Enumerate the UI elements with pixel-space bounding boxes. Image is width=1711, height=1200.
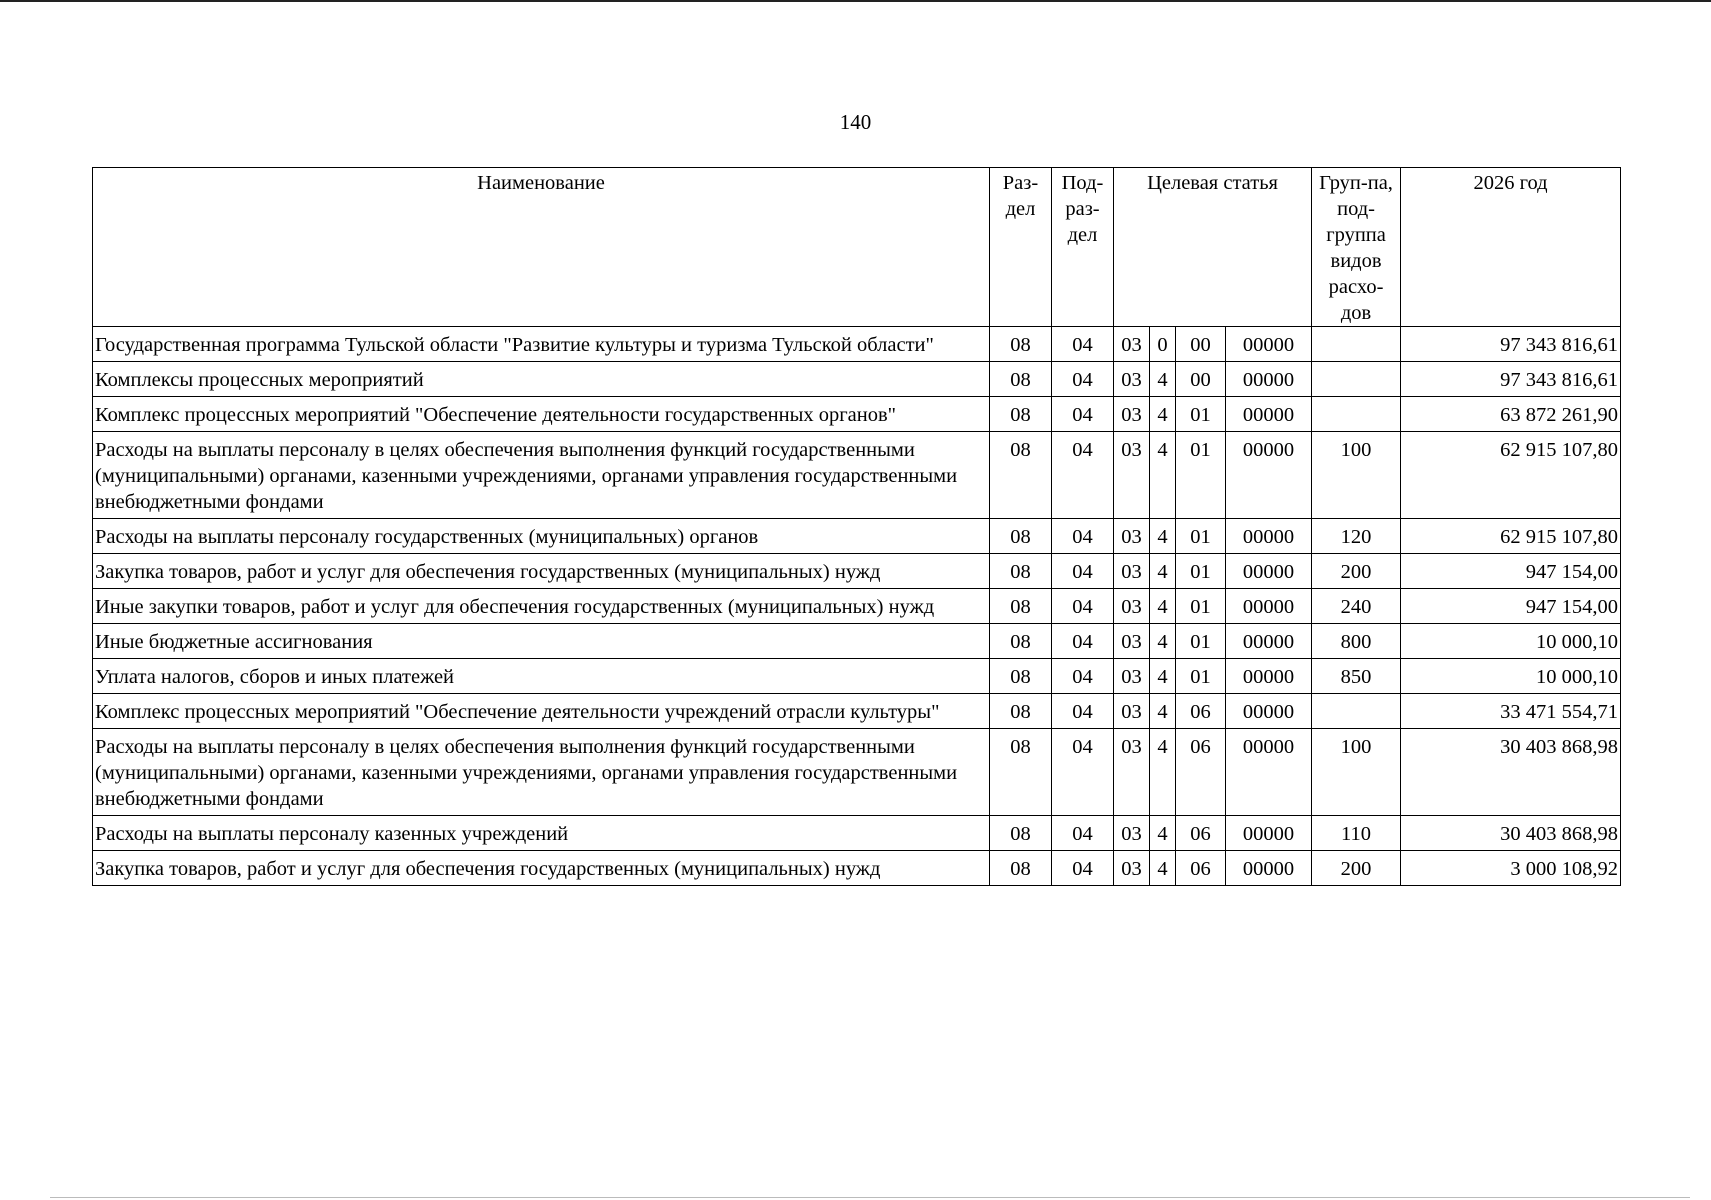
cell-target-type: 4 — [1150, 519, 1176, 554]
cell-podrazdel: 04 — [1052, 851, 1114, 886]
cell-target-program: 03 — [1114, 519, 1150, 554]
cell-podrazdel: 04 — [1052, 816, 1114, 851]
cell-target-direction: 00000 — [1226, 851, 1312, 886]
table-row — [93, 659, 1621, 694]
cell-expense-group: 120 — [1312, 519, 1401, 554]
cell-target-direction: 00000 — [1226, 519, 1312, 554]
cell-expense-group: 110 — [1312, 816, 1401, 851]
table-row — [93, 432, 1621, 519]
cell-amount: 97 343 816,61 — [1401, 327, 1621, 362]
cell-target-direction: 00000 — [1226, 624, 1312, 659]
cell-target-direction: 00000 — [1226, 554, 1312, 589]
top-scan-rule — [0, 0, 1711, 2]
table-row — [93, 624, 1621, 659]
cell-target-structure: 01 — [1176, 397, 1226, 432]
cell-name: Комплекс процессных мероприятий "Обеспечение деятельности учреждений отрасли культуры" — [93, 694, 990, 729]
cell-amount: 30 403 868,98 — [1401, 816, 1621, 851]
cell-amount: 63 872 261,90 — [1401, 397, 1621, 432]
cell-target-program: 03 — [1114, 694, 1150, 729]
cell-expense-group — [1312, 694, 1401, 729]
cell-expense-group: 200 — [1312, 554, 1401, 589]
table-row — [93, 851, 1621, 886]
cell-expense-group: 850 — [1312, 659, 1401, 694]
cell-amount: 33 471 554,71 — [1401, 694, 1621, 729]
cell-name: Расходы на выплаты персоналу государственных (муниципальных) органов — [93, 519, 990, 554]
cell-amount: 947 154,00 — [1401, 554, 1621, 589]
cell-target-type: 4 — [1150, 554, 1176, 589]
cell-name: Закупка товаров, работ и услуг для обеспечения государственных (муниципальных) нужд — [93, 554, 990, 589]
table-row — [93, 589, 1621, 624]
cell-razdel: 08 — [990, 589, 1052, 624]
cell-target-direction: 00000 — [1226, 327, 1312, 362]
cell-razdel: 08 — [990, 729, 1052, 816]
table-body — [93, 327, 1621, 886]
cell-podrazdel: 04 — [1052, 729, 1114, 816]
table-row — [93, 694, 1621, 729]
cell-podrazdel: 04 — [1052, 432, 1114, 519]
cell-podrazdel: 04 — [1052, 554, 1114, 589]
cell-target-direction: 00000 — [1226, 432, 1312, 519]
cell-target-structure: 00 — [1176, 362, 1226, 397]
table-row — [93, 327, 1621, 362]
cell-podrazdel: 04 — [1052, 362, 1114, 397]
cell-expense-group: 240 — [1312, 589, 1401, 624]
cell-razdel: 08 — [990, 694, 1052, 729]
cell-target-direction: 00000 — [1226, 362, 1312, 397]
cell-podrazdel: 04 — [1052, 589, 1114, 624]
cell-expense-group: 100 — [1312, 432, 1401, 519]
cell-podrazdel: 04 — [1052, 659, 1114, 694]
cell-expense-group — [1312, 362, 1401, 397]
table-header-row — [93, 168, 1621, 327]
cell-name: Уплата налогов, сборов и иных платежей — [93, 659, 990, 694]
cell-target-program: 03 — [1114, 851, 1150, 886]
cell-name: Иные бюджетные ассигнования — [93, 624, 990, 659]
cell-target-direction: 00000 — [1226, 694, 1312, 729]
cell-podrazdel: 04 — [1052, 519, 1114, 554]
cell-razdel: 08 — [990, 327, 1052, 362]
cell-target-structure: 01 — [1176, 589, 1226, 624]
table-row — [93, 816, 1621, 851]
cell-target-structure: 01 — [1176, 432, 1226, 519]
cell-target-program: 03 — [1114, 397, 1150, 432]
cell-target-structure: 01 — [1176, 624, 1226, 659]
cell-target-type: 4 — [1150, 397, 1176, 432]
cell-razdel: 08 — [990, 397, 1052, 432]
cell-target-program: 03 — [1114, 729, 1150, 816]
cell-razdel: 08 — [990, 816, 1052, 851]
cell-expense-group — [1312, 327, 1401, 362]
cell-amount: 947 154,00 — [1401, 589, 1621, 624]
cell-target-structure: 06 — [1176, 816, 1226, 851]
cell-podrazdel: 04 — [1052, 624, 1114, 659]
cell-name: Комплексы процессных мероприятий — [93, 362, 990, 397]
cell-target-structure: 00 — [1176, 327, 1226, 362]
cell-target-program: 03 — [1114, 659, 1150, 694]
cell-expense-group: 800 — [1312, 624, 1401, 659]
table-row — [93, 397, 1621, 432]
cell-target-program: 03 — [1114, 432, 1150, 519]
cell-amount: 62 915 107,80 — [1401, 432, 1621, 519]
cell-target-type: 4 — [1150, 851, 1176, 886]
cell-target-direction: 00000 — [1226, 729, 1312, 816]
header-podrazdel: Под-раз-дел — [1052, 168, 1114, 327]
cell-target-type: 4 — [1150, 589, 1176, 624]
cell-podrazdel: 04 — [1052, 327, 1114, 362]
bottom-scan-rule — [50, 1197, 1690, 1198]
cell-target-direction: 00000 — [1226, 397, 1312, 432]
cell-amount: 10 000,10 — [1401, 624, 1621, 659]
cell-target-type: 4 — [1150, 362, 1176, 397]
table-row — [93, 554, 1621, 589]
cell-name: Расходы на выплаты персоналу в целях обеспечения выполнения функций государственными (муниципальными) органами, казенными учреждениями, органами управления государственными внебюджетными фондами — [93, 432, 990, 519]
cell-amount: 62 915 107,80 — [1401, 519, 1621, 554]
budget-table — [92, 167, 1621, 886]
cell-podrazdel: 04 — [1052, 694, 1114, 729]
cell-expense-group: 100 — [1312, 729, 1401, 816]
cell-name: Закупка товаров, работ и услуг для обеспечения государственных (муниципальных) нужд — [93, 851, 990, 886]
cell-razdel: 08 — [990, 624, 1052, 659]
cell-razdel: 08 — [990, 659, 1052, 694]
cell-name: Иные закупки товаров, работ и услуг для обеспечения государственных (муниципальных) нужд — [93, 589, 990, 624]
cell-target-direction: 00000 — [1226, 659, 1312, 694]
cell-razdel: 08 — [990, 432, 1052, 519]
cell-amount: 30 403 868,98 — [1401, 729, 1621, 816]
table-row — [93, 729, 1621, 816]
cell-razdel: 08 — [990, 362, 1052, 397]
cell-target-program: 03 — [1114, 589, 1150, 624]
cell-target-structure: 01 — [1176, 519, 1226, 554]
cell-target-direction: 00000 — [1226, 816, 1312, 851]
table-row — [93, 362, 1621, 397]
header-name: Наименование — [93, 168, 990, 327]
cell-amount: 3 000 108,92 — [1401, 851, 1621, 886]
cell-razdel: 08 — [990, 554, 1052, 589]
cell-razdel: 08 — [990, 851, 1052, 886]
cell-target-structure: 01 — [1176, 659, 1226, 694]
cell-target-structure: 01 — [1176, 554, 1226, 589]
header-target-article: Целевая статья — [1114, 168, 1312, 327]
cell-target-program: 03 — [1114, 327, 1150, 362]
cell-expense-group — [1312, 397, 1401, 432]
cell-amount: 10 000,10 — [1401, 659, 1621, 694]
header-expense-group: Груп-па, под-группа видов расхо-дов — [1312, 168, 1401, 327]
cell-target-type: 4 — [1150, 694, 1176, 729]
cell-name: Расходы на выплаты персоналу в целях обеспечения выполнения функций государственными (муниципальными) органами, казенными учреждениями, органами управления государственными внебюджетными фондами — [93, 729, 990, 816]
cell-target-type: 4 — [1150, 816, 1176, 851]
cell-podrazdel: 04 — [1052, 397, 1114, 432]
cell-expense-group: 200 — [1312, 851, 1401, 886]
cell-target-structure: 06 — [1176, 851, 1226, 886]
cell-target-type: 4 — [1150, 729, 1176, 816]
cell-target-program: 03 — [1114, 816, 1150, 851]
cell-target-type: 4 — [1150, 624, 1176, 659]
cell-name: Расходы на выплаты персоналу казенных учреждений — [93, 816, 990, 851]
cell-name: Государственная программа Тульской области "Развитие культуры и туризма Тульской области" — [93, 327, 990, 362]
cell-target-type: 4 — [1150, 432, 1176, 519]
cell-target-structure: 06 — [1176, 729, 1226, 816]
cell-target-structure: 06 — [1176, 694, 1226, 729]
page-number: 140 — [839, 110, 872, 134]
cell-name: Комплекс процессных мероприятий "Обеспечение деятельности государственных органов" — [93, 397, 990, 432]
cell-razdel: 08 — [990, 519, 1052, 554]
cell-amount: 97 343 816,61 — [1401, 362, 1621, 397]
header-razdel: Раз-дел — [990, 168, 1052, 327]
cell-target-direction: 00000 — [1226, 589, 1312, 624]
cell-target-type: 0 — [1150, 327, 1176, 362]
cell-target-program: 03 — [1114, 554, 1150, 589]
cell-target-program: 03 — [1114, 624, 1150, 659]
cell-target-type: 4 — [1150, 659, 1176, 694]
cell-target-program: 03 — [1114, 362, 1150, 397]
table-row — [93, 519, 1621, 554]
header-year: 2026 год — [1401, 168, 1621, 327]
